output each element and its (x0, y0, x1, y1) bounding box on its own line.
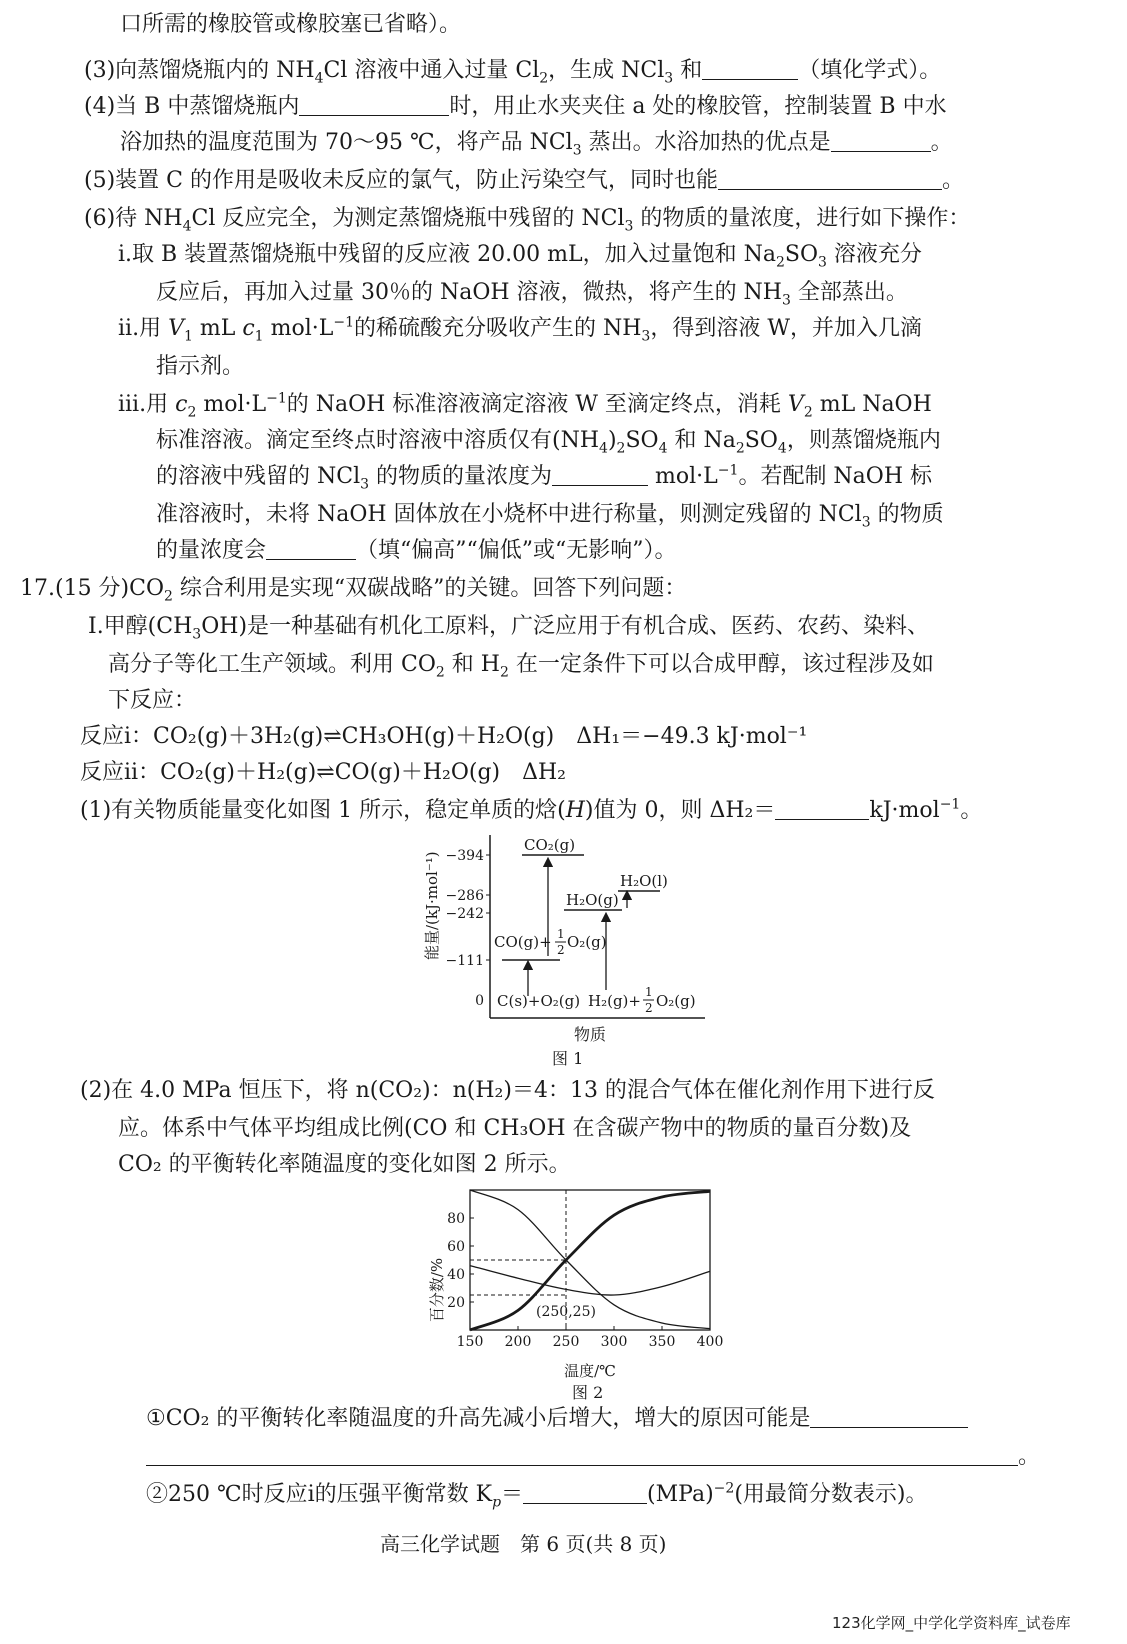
subquestion-2-cont: 应。体系中气体平均组成比例(CO 和 CH₃OH 在含碳产物中的物质的量百分数)及 (118, 1116, 912, 1141)
y-tick-242: −242 (445, 906, 484, 922)
subquestion-2-part-2: ②250 ℃时反应ⅰ的压强平衡常数 $K_p= (MPa)^{-2}$(用最简分数表示)。 (146, 1480, 928, 1511)
y-tick-0: 0 (475, 993, 484, 1009)
step-2: ⅱ.用 $V_1$ mL $c_1$ $mol\cdot L^{-1}$的稀硫酸充分吸收产生的 $NH_3$，得到溶液 W，并加入几滴 (118, 314, 922, 345)
y-tick-286: −286 (445, 888, 484, 904)
step-1: ⅰ.取 B 装置蒸馏烧瓶中残留的反应液 20.00 mL，加入过量饱和 $Na_2SO_3$ 溶液充分 (118, 242, 922, 271)
part-1-cont2: 下反应： (108, 688, 197, 713)
figure-1-ylabel: 能量/(kJ·mol⁻¹) (423, 851, 441, 960)
part-1-cont: 高分子等化工生产领域。利用 $CO_2$ 和 $H_2$ 在一定条件下可以合成甲醇，该过程涉及如 (108, 652, 934, 681)
question-4: (4)当 B 中蒸馏烧瓶内 时，用止水夹夹住 a 处的橡胶管，控制装置 B 中水 (84, 94, 947, 119)
watermark: 123化学网_中学化学资料库_试卷库 (832, 1614, 1071, 1632)
label-h2-half-num: 1 (645, 985, 653, 999)
answer-blank[interactable] (810, 1407, 968, 1428)
step-1-cont: 反应后，再加入过量 30％的 NaOH 溶液，微热，将产生的 $NH_3$ 全部蒸出。 (156, 280, 908, 309)
step-3-cont4: 的量浓度会 （填“偏高”“偏低”或“无影响”）。 (156, 538, 677, 563)
label-co2: CO₂(g) (524, 836, 576, 854)
step-3-cont3: 准溶液时，未将 NaOH 固体放在小烧杯中进行称量，则测定残留的 NCl$_3$ 的物质 (156, 502, 944, 531)
y-tick-label: 60 (447, 1239, 465, 1255)
y-tick-111: −111 (445, 953, 484, 969)
y-tick-label: 80 (447, 1211, 465, 1227)
annotation-label: (250,25) (536, 1304, 596, 1320)
part-1: Ⅰ.甲醇$(CH_3OH)$是一种基础有机化工原料，广泛应用于有机合成、医药、农药、染料、 (88, 614, 930, 643)
page-footer: 高三化学试题 第 6 页(共 8 页) (380, 1532, 667, 1556)
label-h2: H₂(g)+ (588, 992, 641, 1010)
figure-1-caption: 图 1 (552, 1049, 584, 1068)
answer-blank[interactable] (523, 1483, 647, 1504)
label-c-o2: C(s)+O₂(g) (497, 992, 581, 1010)
y-tick-394: −394 (445, 848, 484, 864)
figure-2-caption: 图 2 (572, 1383, 604, 1402)
x-tick-label: 350 (648, 1334, 676, 1350)
figure-2-chart (410, 1180, 750, 1380)
subquestion-2-part-1: ①CO₂ 的平衡转化率随温度的升高先减小后增大，增大的原因可能是 (146, 1404, 968, 1434)
label-h2o-g: H₂O(g) (566, 891, 619, 909)
label-o2-a: O₂(g) (567, 933, 607, 951)
x-tick-label: 300 (600, 1334, 628, 1350)
label-h2-half-den: 2 (645, 1001, 653, 1015)
step-3-cont2: 的溶液中残留的 NCl$_3$ 的物质的量浓度为 $mol\cdot L^{-1}$。若配制 NaOH 标 (156, 462, 933, 493)
x-tick-label: 150 (456, 1334, 484, 1350)
label-o2-b: O₂(g) (656, 992, 696, 1010)
x-tick-label: 200 (504, 1334, 532, 1350)
y-tick-label: 20 (447, 1295, 465, 1311)
figure-1-xlabel: 物质 (574, 1025, 607, 1044)
label-co: CO(g)+ (494, 933, 552, 951)
y-tick-label: 40 (447, 1267, 465, 1283)
x-tick-label: 400 (696, 1334, 724, 1350)
question-5: (5)装置 C 的作用是吸收未反应的氯气，防止污染空气，同时也能 。 (84, 168, 964, 193)
question-3: (3)向蒸馏烧瓶内的 $NH_4Cl$ 溶液中通入过量 $Cl_2$，生成 NCl$_3$ 和 （填化学式）。 (84, 58, 942, 87)
figure-2-xlabel: 温度/℃ (564, 1362, 616, 1380)
question-6: (6)待 $NH_4Cl$ 反应完全，为测定蒸馏烧瓶中残留的 NCl$_3$ 的物质的量浓度，进行如下操作： (84, 206, 971, 235)
subquestion-2: (2)在 4.0 MPa 恒压下，将 n(CO₂)：n(H₂)＝4：13 的混合气体在催化剂作用下进行反 (80, 1078, 935, 1103)
label-co-half-den: 2 (557, 943, 565, 957)
series-line-3 (470, 1266, 710, 1295)
step-3: ⅲ.用 $c_2$ $mol\cdot L^{-1}$的 NaOH 标准溶液滴定溶液 W 至滴定终点，消耗 $V_2$ mL NaOH (118, 390, 932, 421)
reaction-1: 反应ⅰ：CO₂(g)＋3H₂(g)⇌CH₃OH(g)＋H₂O(g) ΔH₁＝−49.3 kJ·mol⁻¹ (80, 724, 808, 749)
question-17: 17.(15 分)$CO_2$ 综合利用是实现“双碳战略”的关键。回答下列问题： (20, 576, 687, 605)
figure-2-ylabel: 百分数/% (428, 1257, 446, 1323)
subquestion-2-part-1-cont: 。 (146, 1442, 1040, 1472)
subquestion-1: (1)有关物质能量变化如图 1 所示，稳定单质的焓(H)值为 0，则 ΔH₂＝ kJ·mol$^{-1}$。 (80, 796, 983, 823)
label-co-half-num: 1 (557, 927, 565, 941)
step-2-cont: 指示剂。 (156, 354, 245, 379)
label-h2o-l: H₂O(l) (620, 872, 668, 890)
x-tick-label: 250 (552, 1334, 580, 1350)
step-3-cont1: 标准溶液。滴定至终点时溶液中溶质仅有$(NH_4)_2SO_4$ 和 $Na_2SO_4$，则蒸馏烧瓶内 (156, 428, 941, 457)
question-4-cont: 浴加热的温度范围为 70～95 ℃，将产品 NCl$_3$ 蒸出。水浴加热的优点是 。 (120, 130, 953, 159)
y-tick-labels (446, 848, 485, 1009)
reaction-2: 反应ⅱ：CO₂(g)＋H₂(g)⇌CO(g)＋H₂O(g) ΔH₂ (80, 760, 566, 785)
answer-blank[interactable] (146, 1445, 1018, 1466)
text-line-1: 口所需的橡胶管或橡胶塞已省略）。 (120, 12, 462, 37)
subquestion-2-cont2: CO₂ 的平衡转化率随温度的变化如图 2 所示。 (118, 1152, 571, 1177)
